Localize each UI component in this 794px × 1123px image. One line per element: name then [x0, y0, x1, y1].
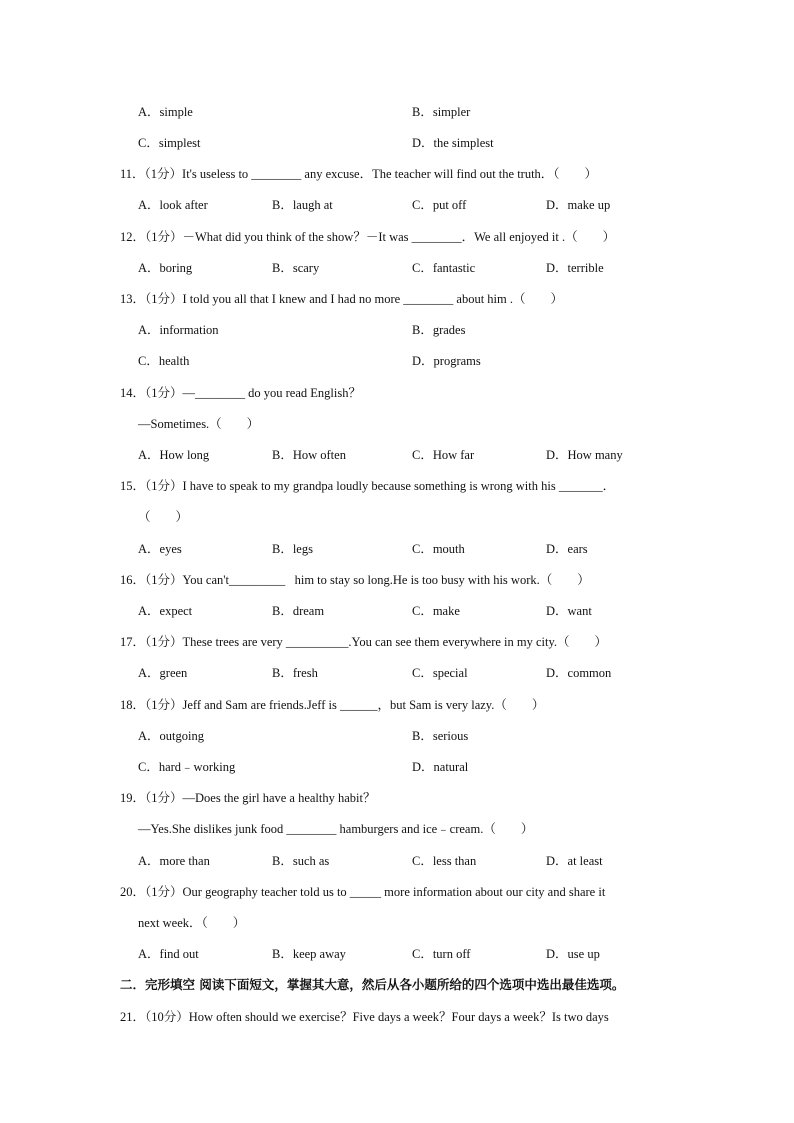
- q16-option-d[interactable]: D．want: [546, 604, 592, 618]
- q18-option-b[interactable]: B．serious: [412, 729, 469, 743]
- q11-option-d[interactable]: D．make up: [546, 198, 611, 212]
- q14-option-a[interactable]: A．How long: [138, 448, 210, 462]
- q13-option-a[interactable]: A．information: [138, 323, 219, 337]
- question-18-stem: 18．（1分）Jeff and Sam are friends.Jeff is ______，but Sam is very lazy.（ ）: [120, 698, 545, 712]
- q20-option-a[interactable]: A．find out: [138, 947, 199, 961]
- q12-option-b[interactable]: B．scary: [272, 261, 320, 275]
- q17-option-d[interactable]: D．common: [546, 666, 612, 680]
- q20-option-b[interactable]: B．keep away: [272, 947, 346, 961]
- q20-option-c[interactable]: C．turn off: [412, 947, 471, 961]
- q14-option-d[interactable]: D．How many: [546, 448, 623, 462]
- q19-option-d[interactable]: D．at least: [546, 854, 603, 868]
- question-21-stem: 21．（10分）How often should we exercise？Five days a week？Four days a week？Is two days: [120, 1010, 609, 1024]
- q17-option-b[interactable]: B．fresh: [272, 666, 318, 680]
- question-15-answer-bracket: （ ）: [138, 510, 189, 524]
- question-19-reply: —Yes.She dislikes junk food ________ hamburgers and ice﹣cream.（ ）: [138, 822, 534, 836]
- q11-option-b[interactable]: B．laugh at: [272, 198, 333, 212]
- q18-option-d[interactable]: D．natural: [412, 760, 469, 774]
- q10-option-c[interactable]: C．simplest: [138, 136, 201, 150]
- q19-option-b[interactable]: B．such as: [272, 854, 330, 868]
- q16-option-a[interactable]: A．expect: [138, 604, 193, 618]
- question-11-stem: 11．（1分）It's useless to ________ any excuse．The teacher will find out the truth．（ ）: [120, 167, 598, 181]
- q11-option-c[interactable]: C．put off: [412, 198, 467, 212]
- q12-option-d[interactable]: D．terrible: [546, 261, 604, 275]
- question-17-stem: 17．（1分）These trees are very __________.You can see them everywhere in my city.（ ）: [120, 635, 608, 649]
- q18-option-a[interactable]: A．outgoing: [138, 729, 204, 743]
- q16-option-b[interactable]: B．dream: [272, 604, 325, 618]
- question-16-stem: 16．（1分）You can't_________ him to stay so long.He is too busy with his work.（ ）: [120, 573, 590, 587]
- q15-option-c[interactable]: C．mouth: [412, 542, 465, 556]
- q16-option-c[interactable]: C．make: [412, 604, 460, 618]
- question-20-stem-continued: next week．（ ）: [138, 916, 246, 930]
- q10-option-b[interactable]: B．simpler: [412, 105, 471, 119]
- question-14-reply: —Sometimes.（ ）: [138, 417, 260, 431]
- question-14-stem: 14．（1分）—________ do you read English？: [120, 386, 361, 400]
- question-13-stem: 13．（1分）I told you all that I knew and I had no more ________ about him .（ ）: [120, 292, 563, 306]
- q19-option-c[interactable]: C．less than: [412, 854, 477, 868]
- question-15-stem: 15．（1分）I have to speak to my grandpa loudly because something is wrong with his _______．: [120, 479, 616, 493]
- q20-option-d[interactable]: D．use up: [546, 947, 600, 961]
- q17-option-a[interactable]: A．green: [138, 666, 188, 680]
- question-20-stem: 20．（1分）Our geography teacher told us to _____ more information about our city and share it: [120, 885, 606, 899]
- q13-option-c[interactable]: C．health: [138, 354, 190, 368]
- q12-option-c[interactable]: C．fantastic: [412, 261, 476, 275]
- q10-option-d[interactable]: D．the simplest: [412, 136, 494, 150]
- q12-option-a[interactable]: A．boring: [138, 261, 193, 275]
- q15-option-a[interactable]: A．eyes: [138, 542, 182, 556]
- q15-option-b[interactable]: B．legs: [272, 542, 313, 556]
- q10-option-a[interactable]: A．simple: [138, 105, 193, 119]
- q13-option-d[interactable]: D．programs: [412, 354, 481, 368]
- q17-option-c[interactable]: C．special: [412, 666, 468, 680]
- question-19-stem: 19．（1分）—Does the girl have a healthy habit？: [120, 791, 376, 805]
- q13-option-b[interactable]: B．grades: [412, 323, 466, 337]
- q15-option-d[interactable]: D．ears: [546, 542, 588, 556]
- q14-option-c[interactable]: C．How far: [412, 448, 475, 462]
- q19-option-a[interactable]: A．more than: [138, 854, 210, 868]
- q14-option-b[interactable]: B．How often: [272, 448, 346, 462]
- q18-option-c[interactable]: C．hard﹣working: [138, 760, 236, 774]
- question-12-stem: 12．（1分）－What did you think of the show？－It was ________．We all enjoyed it .（ ）: [120, 230, 616, 244]
- section-2-heading: 二．完形填空 阅读下面短文，掌握其大意，然后从各小题所给的四个选项中选出最佳选项。: [120, 977, 625, 992]
- q11-option-a[interactable]: A．look after: [138, 198, 208, 212]
